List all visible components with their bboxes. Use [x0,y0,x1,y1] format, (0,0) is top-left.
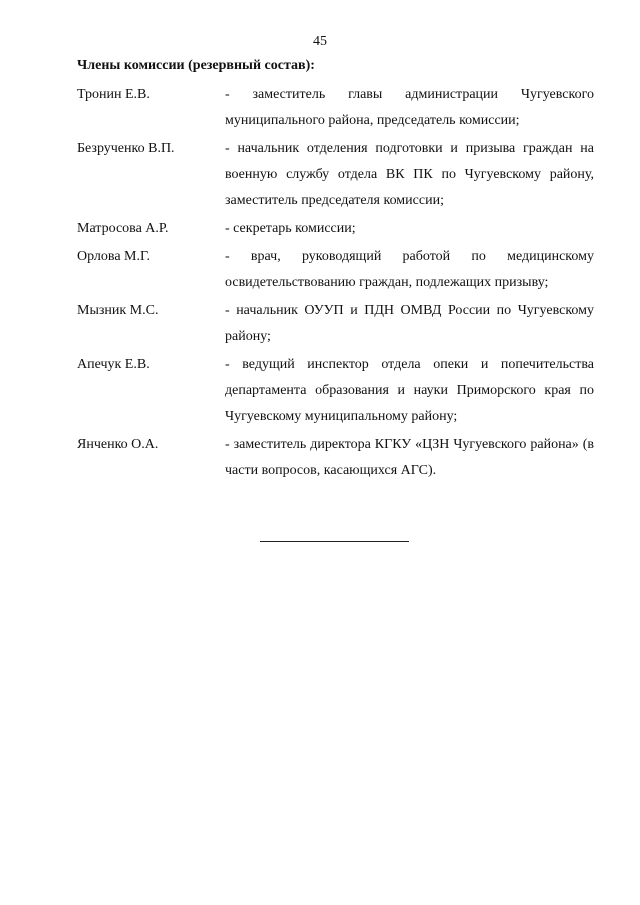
member-role: - заместитель директора КГКУ «ЦЗН Чугуевского района» (в части вопросов, касающихся АГС). [225,437,594,478]
member-row [77,432,594,484]
member-name: Тронин Е.В. [77,87,150,102]
end-divider [260,541,409,542]
member-name: Орлова М.Г. [77,249,151,264]
member-role: - начальник ОУУП и ПДН ОМВД России по Чугуевскому району; [225,303,594,344]
members-list [77,82,594,486]
member-role: - врач, руководящий работой по медицинскому освидетельствованию граждан, подлежащих призыву; [225,249,594,290]
member-name: Янченко О.А. [77,437,159,452]
page-number: 45 [313,34,327,49]
member-name: Безрученко В.П. [77,141,175,156]
member-row [77,136,594,214]
member-role: - заместитель главы администрации Чугуевского муниципального района, председатель комиссии; [225,87,594,128]
member-name: Апечук Е.В. [77,357,150,372]
member-row [77,352,594,430]
member-row [77,298,594,350]
member-name: Матросова А.Р. [77,221,169,236]
member-role: - секретарь комиссии; [225,221,356,236]
member-role: - ведущий инспектор отдела опеки и попечительства департамента образования и науки Приморского края по Чугуевскому муниципальному району; [225,357,594,424]
section-heading: Члены комиссии (резервный состав): [77,58,315,73]
member-row [77,82,594,134]
member-row [77,216,594,242]
member-row [77,244,594,296]
member-name: Мызник М.С. [77,303,159,318]
member-role: - начальник отделения подготовки и призыва граждан на военную службу отдела ВК ПК по Чугуевскому району, заместитель председателя комиссии; [225,141,594,208]
